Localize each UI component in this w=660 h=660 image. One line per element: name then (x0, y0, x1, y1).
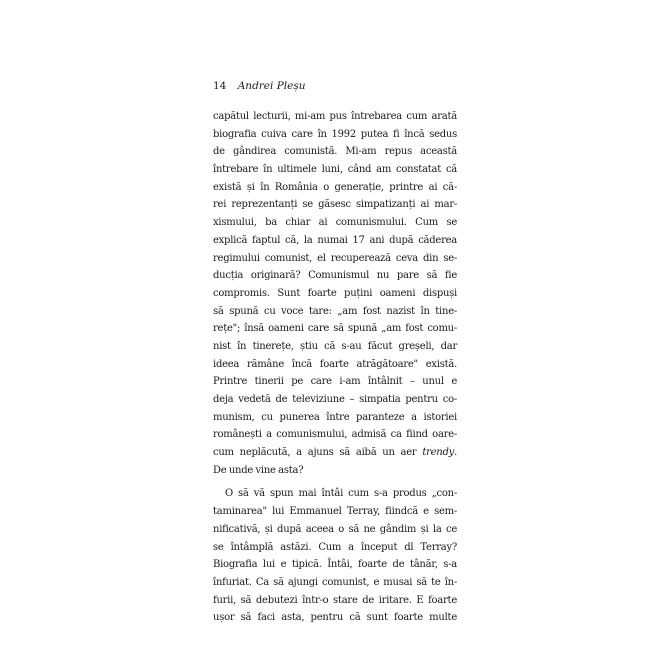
text-line: O să vă spun mai întâi cum s-a produs „con- (225, 488, 457, 500)
running-head (213, 79, 306, 93)
text-line: furii, să debutezi într-o stare de iritare. E foarte (213, 594, 457, 606)
text-line: ducția originară? Comunismul nu pare să fie (213, 270, 457, 282)
text-line-with-emphasis (213, 444, 457, 462)
text-line: nificativă, și după aceea o să ne gândim și la ce (213, 523, 457, 535)
paragraph-1 (213, 108, 457, 479)
text-line: nist în tinerețe, știu că s-au făcut greșeli, dar (213, 340, 457, 352)
text-line: românești a comunismului, admisă ca fiind oare- (213, 429, 457, 441)
page-number: 14 (213, 80, 227, 92)
running-head-author: Andrei Pleșu (237, 80, 306, 92)
body-text (213, 108, 457, 627)
text-line: ușor să faci asta, pentru că sunt foarte multe (213, 612, 457, 624)
text-line: ideea rămâne încă foarte atrăgătoare" există. (213, 358, 457, 370)
text-line: xismului, ba chiar ai comunismului. Cum se (213, 217, 457, 229)
emphasized-word: trendy (422, 447, 455, 459)
text-line: capătul lecturii, mi-am pus întrebarea cum arată (213, 111, 457, 122)
text-line: biografia cuiva care în 1992 putea fi încă sedus (213, 128, 457, 140)
text-segment: cum neplăcută, a ajuns să aibă un aer (213, 447, 423, 459)
text-line: de gândirea comunistă. Mi-am repus această (213, 146, 457, 158)
text-line: există și în România o generație, printre ai că- (213, 181, 457, 193)
text-segment: . (454, 447, 457, 459)
text-line: taminarea" lui Emmanuel Terray, fiindcă e sem- (213, 506, 457, 518)
text-line: întrebare în ultimele luni, când am constatat că (213, 164, 457, 176)
text-line: compromis. Sunt foarte puțini oameni dispuși (213, 287, 457, 299)
text-line: să spună cu voce tare: „am fost nazist în tine- (213, 305, 457, 317)
text-line: regimului comunist, el recuperează ceva din se- (213, 252, 457, 264)
text-line: se întâmplă astăzi. Cum a început dl Terray? (213, 541, 457, 553)
text-line: Biografia lui e tipică. Întâi, foarte de tânăr, s-a (213, 559, 457, 571)
text-line: explică faptul că, la numai 17 ani după căderea (213, 234, 457, 246)
text-line: De unde vine asta? (213, 464, 304, 476)
text-line: rețe"; însă oameni care să spună „am fost comu- (213, 323, 457, 335)
text-line: înfuriat. Ca să ajungi comunist, e musai să te în- (213, 576, 457, 588)
text-line: deja vedetă de televiziune – simpatia pentru co- (213, 394, 457, 405)
text-line: Printre tinerii pe care i-am întâlnit – unul e (213, 376, 457, 388)
text-line: munism, cu punerea între paranteze a istoriei (213, 411, 457, 423)
paragraph-2 (213, 485, 457, 627)
text-line: rei reprezentanți se găsesc simpatizanți ai mar- (213, 199, 457, 211)
